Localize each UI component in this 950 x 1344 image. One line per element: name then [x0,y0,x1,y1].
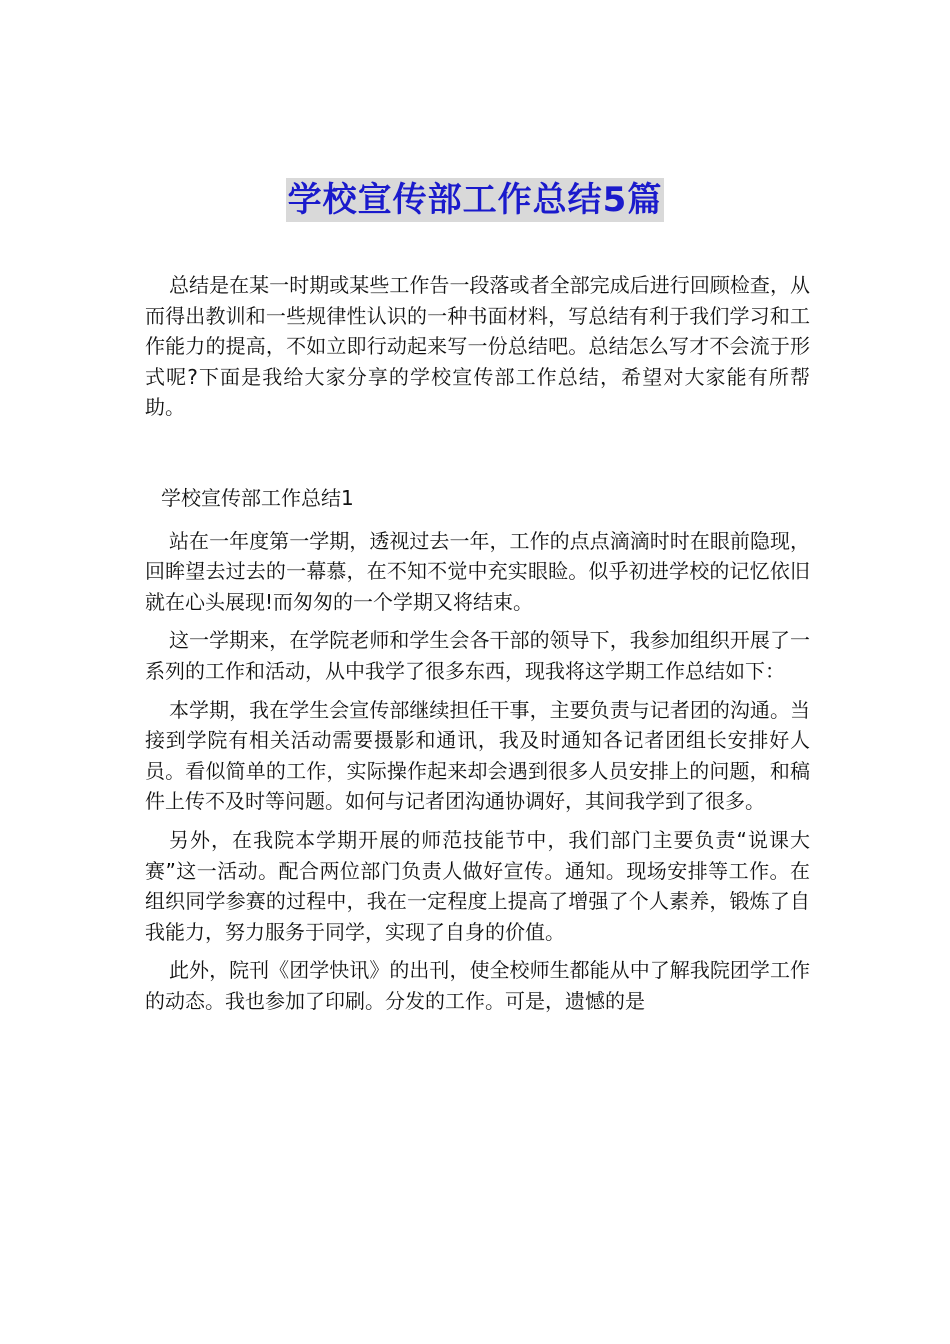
section-title: 学校宣传部工作总结1 [161,485,354,510]
body-paragraph: 本学期，我在学生会宣传部继续担任干事，主要负责与记者团的沟通。当接到学院有相关活动需要摄影和通讯，我及时通知各记者团组长安排好人员。看似简单的工作，实际操作起来却会遇到很多人员安排上的问题，和稿件上传不及时等问题。如何与记者团沟通协调好，其间我学到了很多。 [145,697,810,814]
document-title: 学校宣传部工作总结5篇 [287,180,663,220]
document-body [145,270,810,1016]
body-paragraph: 此外，院刊《团学快讯》的出刊，使全校师生都能从中了解我院团学工作的动态。我也参加了印刷。分发的工作。可是，遗憾的是 [145,958,810,1013]
title-container [0,178,950,222]
body-paragraph: 站在一年度第一学期，透视过去一年，工作的点点滴滴时时在眼前隐现，回眸望去过去的一幕慕，在不知不觉中充实眼睑。似乎初进学校的记忆依旧就在心头展现!而匆匆的一个学期又将结束。 [145,528,810,614]
intro-paragraph: 总结是在某一时期或某些工作告一段落或者全部完成后进行回顾检查，从而得出教训和一些规律性认识的一种书面材料，写总结有利于我们学习和工作能力的提高，不如立即行动起来写一份总结吧。总结怎么写才不会流于形式呢?下面是我给大家分享的学校宣传部工作总结，希望对大家能有所帮助。 [145,273,810,420]
body-paragraph: 这一学期来，在学院老师和学生会各干部的领导下，我参加组织开展了一系列的工作和活动，从中我学了很多东西，现我将这学期工作总结如下： [145,628,810,683]
body-paragraph: 另外，在我院本学期开展的师范技能节中，我们部门主要负责“说课大赛”这一活动。配合两位部门负责人做好宣传。通知。现场安排等工作。在组织同学参赛的过程中，我在一定程度上提高了增强了个人素养，锻炼了自我能力，努力服务于同学，实现了自身的价值。 [145,827,810,944]
